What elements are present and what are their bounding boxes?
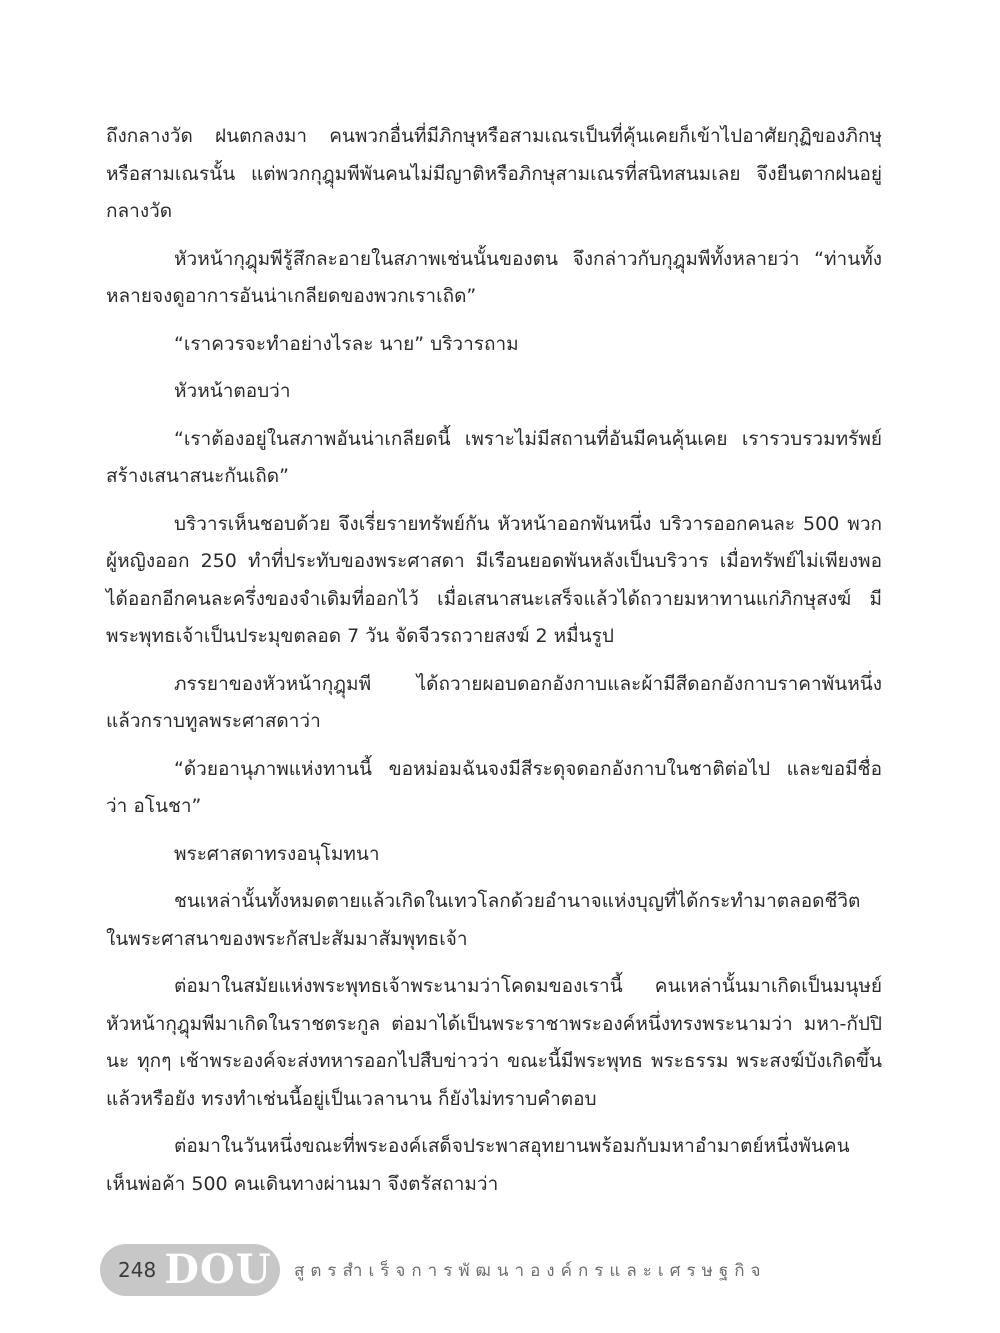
paragraph: “ด้วยอานุภาพแห่งทานนี้ ขอหม่อมฉันจงมีสีระดุจดอกอังกาบในชาติต่อไป และขอมีชื่อว่า อโนชา”: [106, 757, 882, 817]
paragraph: “เราต้องอยู่ในสภาพอันน่าเกลียดนี้ เพราะไม่มีสถานที่อันมีคนคุ้นเคย เรารวบรวมทรัพย์สร้างเสนาสนะกันเถิด”: [106, 427, 882, 487]
book-title: สูตรสำเร็จการพัฒนาองค์กรและเศรษฐกิจ: [294, 1260, 767, 1281]
page-badge: [100, 1244, 280, 1296]
page-number: 248: [118, 1258, 157, 1282]
paragraph: “เราควรจะทำอย่างไรละ นาย” บริวารถาม: [174, 332, 519, 355]
brand-logo: DOU: [164, 1246, 272, 1293]
paragraph: พระศาสดาทรงอนุโมทนา: [174, 842, 380, 865]
page-footer: [100, 1244, 766, 1296]
body-text: [106, 118, 882, 1213]
paragraph: ต่อมาในสมัยแห่งพระพุทธเจ้าพระนามว่าโคดมของเรานี้ คนเหล่านั้นมาเกิดเป็นมนุษย์ หัวหน้ากุฎุมพีมาเกิดในราชตระกูล ต่อมาได้เป็นพระราชาพระองค์หนึ่งทรงพระนามว่า มหา-กัปปินะ ทุกๆ เช้าพระองค์จะส่งทหารออกไปสืบข่าวว่า ขณะนี้มีพระพุทธ พระธรรม พระสงฆ์บังเกิดขึ้นแล้วหรือยัง ทรงทำเช่นนี้อยู่เป็นเวลานาน ก็ยังไม่ทราบคำตอบ: [106, 975, 882, 1110]
paragraph: หัวหน้าตอบว่า: [174, 380, 291, 402]
paragraph: ภรรยาของหัวหน้ากุฎุมพี ได้ถวายผอบดอกอังกาบและผ้ามีสีดอกอังกาบราคาพันหนึ่ง แล้วกราบทูลพระศาสดาว่า: [106, 672, 882, 732]
paragraph: ต่อมาในวันหนึ่งขณะที่พระองค์เสด็จประพาสอุทยานพร้อมกับมหาอำมาตย์หนึ่งพันคน เห็นพ่อค้า 500 คนเดินทางผ่านมา จึงตรัสถามว่า: [106, 1135, 850, 1195]
paragraph: บริวารเห็นชอบด้วย จึงเรี่ยรายทรัพย์กัน หัวหน้าออกพันหนึ่ง บริวารออกคนละ 500 พวกผู้หญิงออก 250 ทำที่ประทับของพระศาสดา มีเรือนยอดพันหลังเป็นบริวาร เมื่อทรัพย์ไม่เพียงพอ ได้ออกอีกคนละครึ่งของจำเดิมที่ออกไว้ เมื่อเสนาสนะเสร็จแล้วได้ถวายมหาทานแก่ภิกษุสงฆ์ มีพระพุทธเจ้าเป็นประมุขตลอด 7 วัน จัดจีวรถวายสงฆ์ 2 หมื่นรูป: [106, 512, 882, 647]
paragraph: หัวหน้ากุฎุมพีรู้สึกละอายในสภาพเช่นนั้นของตน จึงกล่าวกับกุฎุมพีทั้งหลายว่า “ท่านทั้งหลายจงดูอาการอันน่าเกลียดของพวกเราเถิด”: [106, 247, 882, 307]
paragraph: ถึงกลางวัด ฝนตกลงมา คนพวกอื่นที่มีภิกษุหรือสามเณรเป็นที่คุ้นเคยก็เข้าไปอาศัยกุฏิของภิกษุหรือสามเณรนั้น แต่พวกกุฎุมพีพันคนไม่มีญาติหรือภิกษุสามเณรที่สนิทสนมเลย จึงยืนตากฝนอยู่กลางวัด: [106, 125, 882, 222]
paragraph: ชนเหล่านั้นทั้งหมดตายแล้วเกิดในเทวโลกด้วยอำนาจแห่งบุญที่ได้กระทำมาตลอดชีวิตในพระศาสนาของพระกัสปะสัมมาสัมพุทธเจ้า: [106, 890, 861, 950]
